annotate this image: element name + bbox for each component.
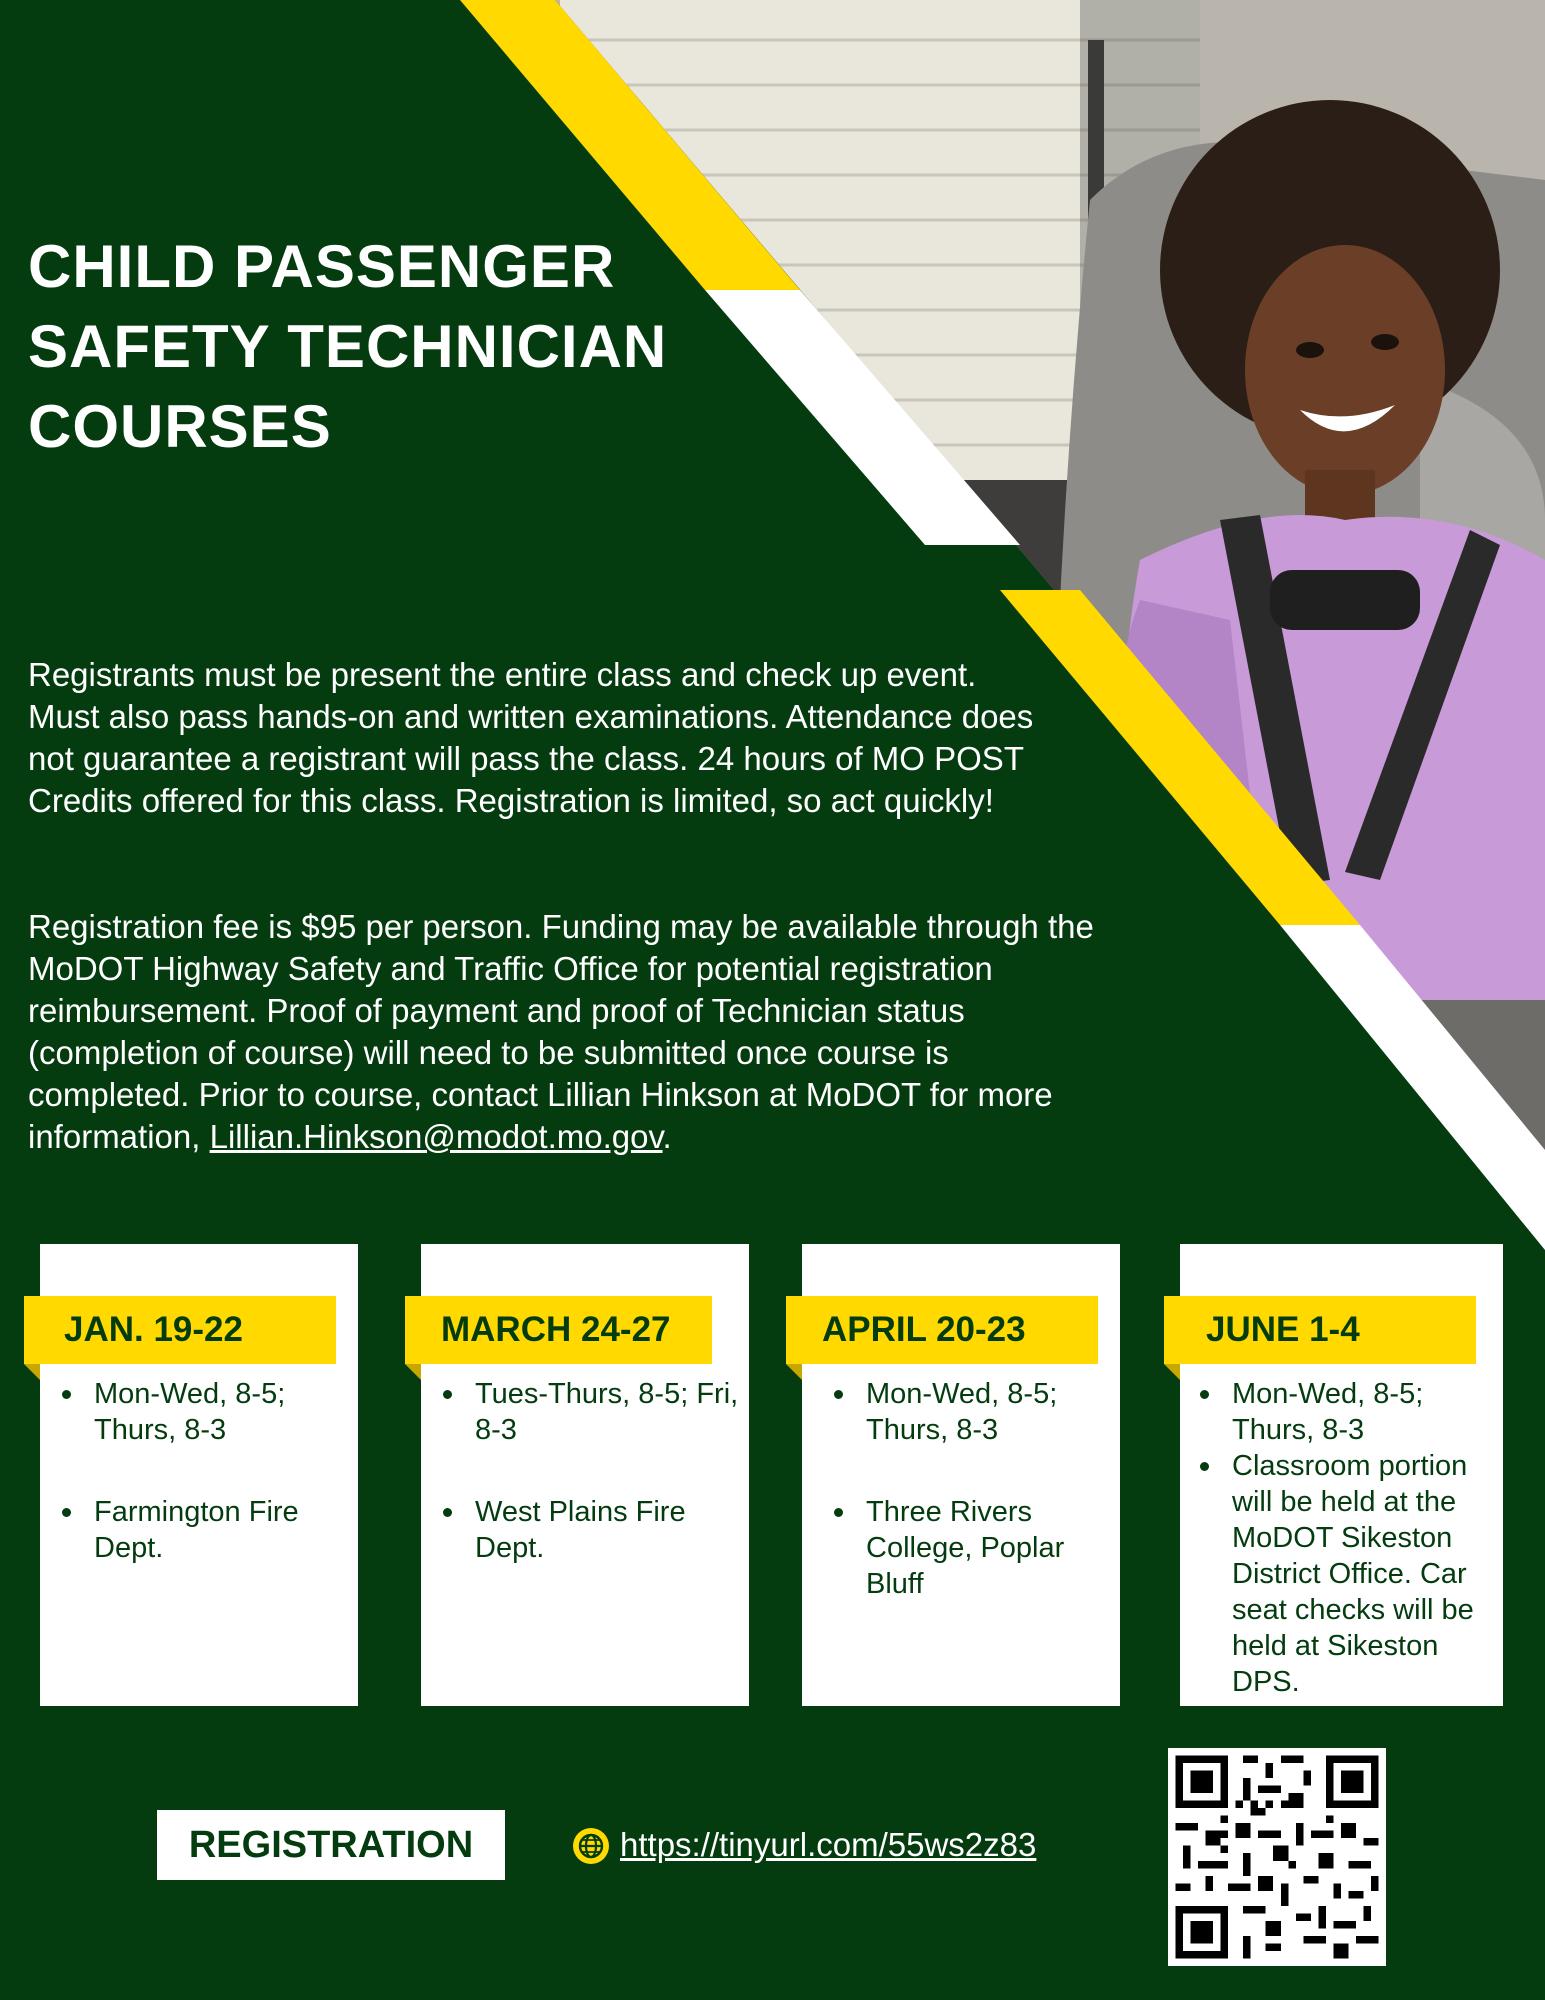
date-banner [24, 1296, 336, 1364]
title-line-2: SAFETY TECHNICIAN [28, 313, 668, 380]
course-location: Farmington Fire Dept. [50, 1494, 350, 1566]
qr-code-pattern [1168, 1748, 1386, 1966]
course-details-list [431, 1376, 741, 1566]
course-details-list [1188, 1376, 1493, 1700]
course-details-list [822, 1376, 1112, 1602]
course-date: JUNE 1-4 [1206, 1310, 1360, 1349]
course-date: JAN. 19-22 [64, 1310, 243, 1349]
registration-url-link[interactable]: https://tinyurl.com/55ws2z83 [620, 1826, 1037, 1863]
title-line-1: CHILD PASSENGER [28, 233, 616, 300]
course-location: Classroom portion will be held at the MoDOT Sikeston District Office. Car seat checks will be held at Sikeston DPS. [1188, 1448, 1493, 1700]
contact-email-link[interactable]: Lillian.Hinkson@modot.mo.gov [209, 1118, 663, 1155]
registration-button[interactable] [157, 1810, 505, 1880]
course-location: West Plains Fire Dept. [431, 1494, 741, 1566]
intro-paragraph [28, 654, 1038, 822]
fee-paragraph-text: Registration fee is $95 per person. Funding may be available through the MoDOT Highway Safety and Traffic Office for potential registration reimbursement. Proof of payment and proof of Technician status (completion of course) will need to be submitted once course is completed. Prior to course, contact Lillian Hinkson at MoDOT for more information, [28, 908, 1094, 1155]
course-schedule: Mon-Wed, 8-5; Thurs, 8-3 [822, 1376, 1112, 1448]
registration-label: REGISTRATION [188, 1824, 474, 1866]
globe-icon [573, 1828, 609, 1864]
requirements-paragraph: Registrants must be present the entire class and check up event. Must also pass hands-on and written examinations. Attendance does not guarantee a registrant will pass the class. 24 hours of MO POST Credits offered for this class. Registration is limited, so act quickly! [28, 656, 1034, 819]
date-banner [786, 1296, 1098, 1364]
course-details-list [50, 1376, 350, 1566]
qr-code[interactable] [1168, 1748, 1386, 1966]
title-line-3: COURSES [28, 393, 332, 460]
course-location: Three Rivers College, Poplar Bluff [822, 1494, 1112, 1602]
course-date: APRIL 20-23 [822, 1310, 1026, 1349]
date-banner [1164, 1296, 1476, 1364]
course-schedule: Mon-Wed, 8-5; Thurs, 8-3 [50, 1376, 350, 1448]
fee-paragraph-block [28, 906, 1118, 1158]
date-banner [405, 1296, 712, 1364]
fee-paragraph [28, 906, 1118, 1158]
course-date: MARCH 24-27 [441, 1310, 671, 1349]
course-schedule: Tues-Thurs, 8-5; Fri, 8-3 [431, 1376, 741, 1448]
course-schedule: Mon-Wed, 8-5; Thurs, 8-3 [1188, 1376, 1493, 1448]
fee-paragraph-end: . [662, 1118, 672, 1155]
